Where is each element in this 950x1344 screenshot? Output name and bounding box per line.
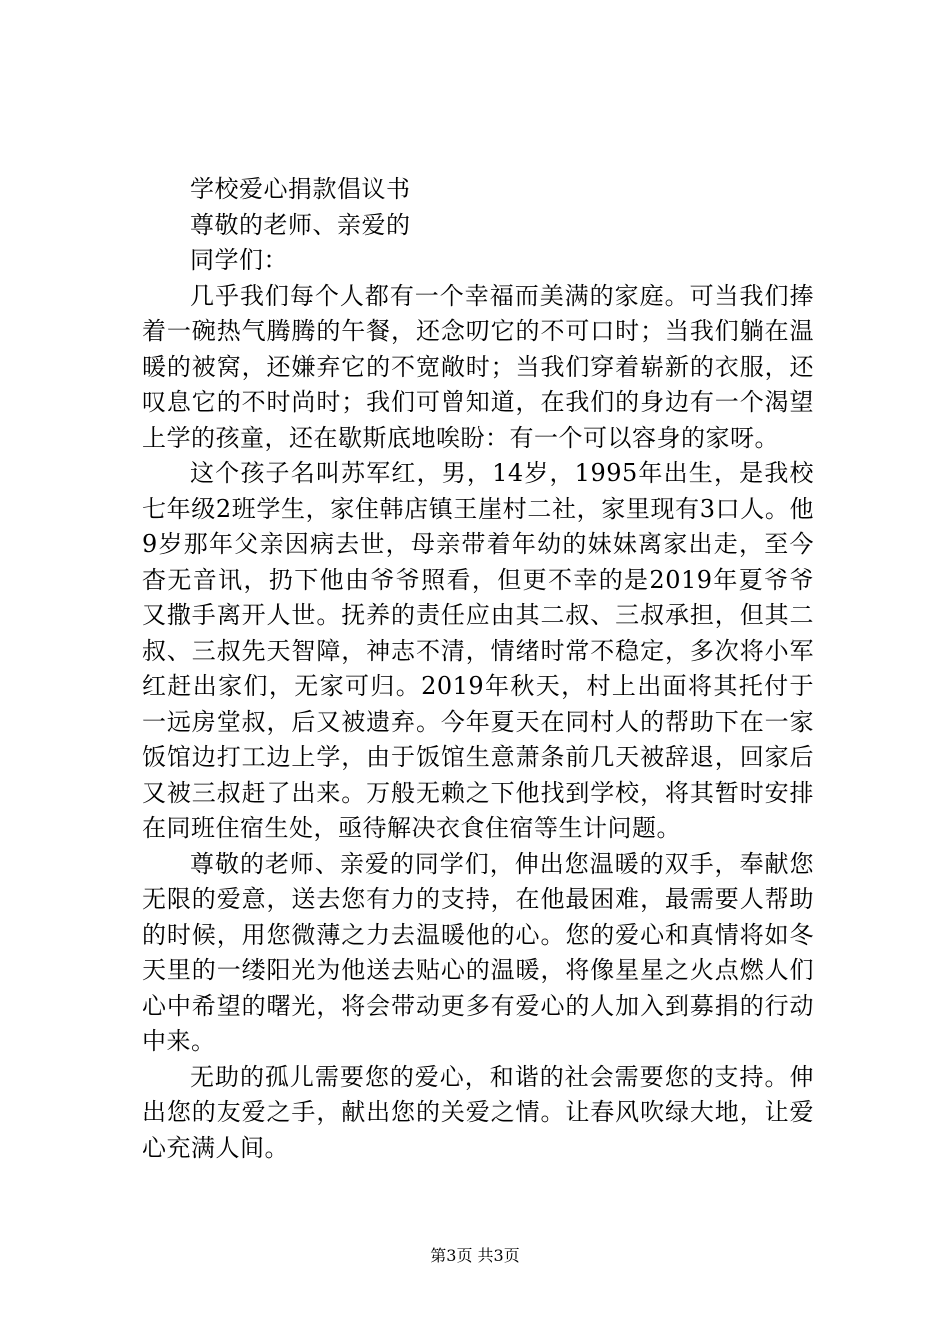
paragraph-4: 无助的孤儿需要您的爱心，和谐的社会需要您的支持。伸出您的友爱之手，献出您的关爱之情。让春风吹绿大地，让爱心充满人间。	[142, 1062, 814, 1162]
paragraph-3: 尊敬的老师、亲爱的同学们，伸出您温暖的双手，奉献您无限的爱意，送去您有力的支持，在他最困难，最需要人帮助的时候，用您微薄之力去温暖他的心。您的爱心和真情将如冬天里的一缕阳光为他送去贴心的温暖，将像星星之火点燃人们心中希望的曙光，将会带动更多有爱心的人加入到募捐的行动中来。	[142, 849, 814, 1055]
paragraph-2: 这个孩子名叫苏军红，男，14岁，1995年出生，是我校七年级2班学生，家住韩店镇王崖村二社，家里现有3口人。他9岁那年父亲因病去世，母亲带着年幼的妹妹离家出走，至今杳无音讯，扔下他由爷爷照看，但更不幸的是2019年夏爷爷又撒手离开人世。抚养的责任应由其二叔、三叔承担，但其二叔、三叔先天智障，神志不清，情绪时常不稳定，多次将小军红赶出家们，无家可归。2019年秋天，村上出面将其托付于一远房堂叔，后又被遗弃。今年夏天在同村人的帮助下在一家饭馆边打工边上学，由于饭馆生意萧条前几天被辞退，回家后又被三叔赶了出来。万般无赖之下他找到学校，将其暂时安排在同班住宿生处，亟待解决衣食住宿等生计问题。	[142, 459, 814, 842]
document-body	[142, 172, 814, 1166]
salutation-line-2: 同学们：	[190, 246, 288, 274]
document-title: 学校爱心捐款倡议书	[190, 175, 411, 203]
page-number-footer: 第3页 共3页	[430, 1246, 520, 1265]
paragraph-1: 几乎我们每个人都有一个幸福而美满的家庭。可当我们捧着一碗热气腾腾的午餐，还念叨它的不可口时；当我们躺在温暖的被窝，还嫌弃它的不宽敞时；当我们穿着崭新的衣服，还叹息它的不时尚时；我们可曾知道，在我们的身边有一个渴望上学的孩童，还在歇斯底地唉盼：有一个可以容身的家呀。	[142, 281, 814, 452]
salutation-line-1: 尊敬的老师、亲爱的	[190, 210, 411, 239]
